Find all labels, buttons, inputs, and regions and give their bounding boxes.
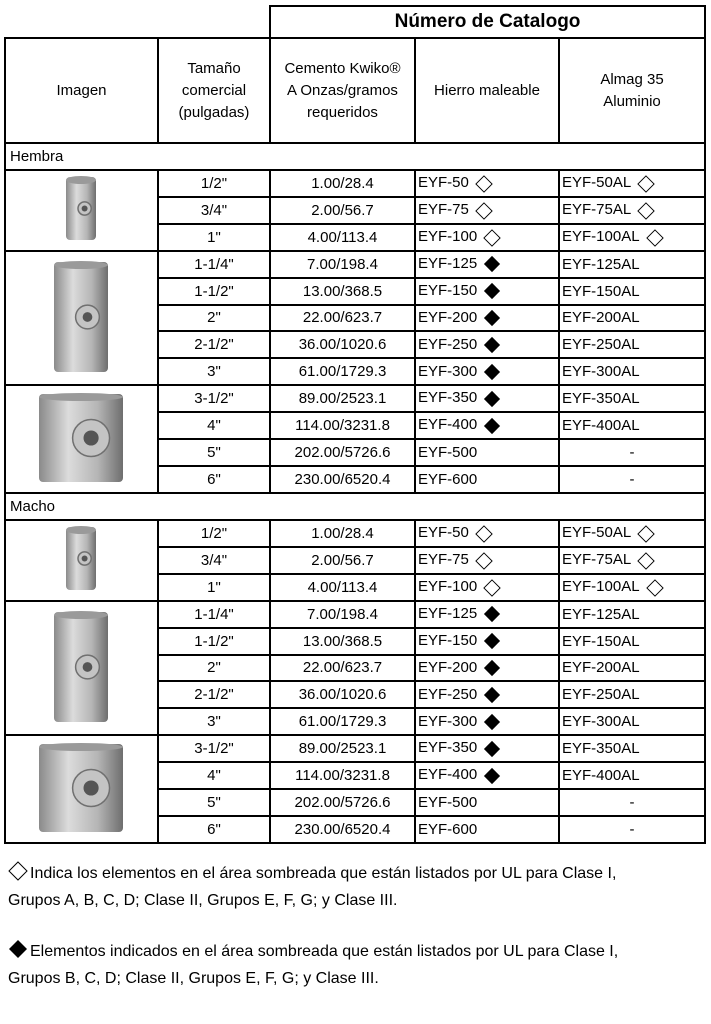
header-image: Imagen — [5, 38, 158, 143]
aluminum-cell — [559, 197, 705, 224]
iron-cell — [415, 655, 559, 682]
iron-cell — [415, 278, 559, 305]
aluminum-cell — [559, 466, 705, 493]
open-diamond-icon — [637, 175, 655, 193]
iron-cell — [415, 601, 559, 628]
aluminum-cell — [559, 170, 705, 197]
size-cell: 2-1/2" — [158, 331, 270, 358]
cement-cell: 4.00/113.4 — [270, 574, 415, 601]
open-diamond-icon — [646, 229, 664, 247]
catalog-number: EYF-200AL — [562, 659, 640, 677]
size-cell: 3-1/2" — [158, 385, 270, 412]
filled-diamond-icon — [483, 632, 501, 650]
size-cell: 6" — [158, 816, 270, 843]
aluminum-cell — [559, 520, 705, 547]
iron-cell — [415, 412, 559, 439]
size-cell: 4" — [158, 762, 270, 789]
footnote-filled: Elementos indicados en el área sombreada que están listados por UL para Clase I, Grupos B, C, D; Clase II, Grupos E, F, G; y Clase III. — [8, 938, 698, 992]
catalog-number: EYF-75 — [418, 201, 469, 219]
catalog-number: EYF-250 — [418, 335, 478, 353]
catalog-number: - — [629, 794, 635, 811]
catalog-number: EYF-250AL — [562, 336, 640, 354]
fitting-hembra-medium — [6, 252, 156, 380]
cement-cell: 89.00/2523.1 — [270, 735, 415, 762]
cement-cell: 7.00/198.4 — [270, 601, 415, 628]
catalog-number: EYF-100AL — [562, 228, 640, 246]
filled-diamond-icon — [483, 282, 501, 300]
image-cell — [5, 735, 158, 843]
iron-cell — [415, 439, 559, 466]
catalog-number: EYF-350 — [418, 739, 478, 757]
aluminum-cell — [559, 412, 705, 439]
size-cell: 3/4" — [158, 197, 270, 224]
catalog-number: EYF-600 — [418, 471, 478, 488]
open-diamond-icon — [475, 525, 493, 543]
catalog-number: EYF-250 — [418, 685, 478, 703]
iron-cell — [415, 224, 559, 251]
aluminum-cell — [559, 628, 705, 655]
aluminum-cell — [559, 305, 705, 332]
catalog-number: EYF-200AL — [562, 309, 640, 327]
catalog-number: EYF-75 — [418, 551, 469, 569]
catalog-number: EYF-150AL — [562, 282, 640, 300]
cement-cell: 114.00/3231.8 — [270, 412, 415, 439]
filled-diamond-icon — [483, 255, 501, 273]
filled-diamond-icon — [483, 336, 501, 354]
catalog-number: EYF-350AL — [562, 390, 640, 407]
size-cell: 3/4" — [158, 547, 270, 574]
iron-cell — [415, 789, 559, 816]
catalog-number: EYF-150 — [418, 632, 478, 650]
cement-cell: 202.00/5726.6 — [270, 439, 415, 466]
filled-diamond-icon — [483, 417, 501, 435]
iron-cell — [415, 762, 559, 789]
aluminum-cell — [559, 358, 705, 385]
size-cell: 1-1/4" — [158, 251, 270, 278]
catalog-number: EYF-400 — [418, 766, 478, 784]
aluminum-cell — [559, 439, 705, 466]
catalog-number: EYF-350AL — [562, 740, 640, 757]
filled-diamond-icon — [483, 390, 501, 408]
cement-cell: 61.00/1729.3 — [270, 358, 415, 385]
fitting-hembra-large — [6, 386, 156, 488]
image-cell — [5, 601, 158, 735]
header-blank — [5, 6, 270, 38]
fitting-macho-large — [6, 736, 156, 838]
catalog-number: EYF-150 — [418, 282, 478, 300]
size-cell: 2-1/2" — [158, 681, 270, 708]
table-row — [5, 735, 705, 762]
catalog-body — [5, 143, 705, 843]
catalog-number: EYF-200 — [418, 308, 478, 326]
filled-diamond-icon — [8, 943, 30, 960]
catalog-number: - — [629, 471, 635, 488]
open-diamond-icon — [483, 579, 501, 597]
header-aluminum: Almag 35 Aluminio — [559, 38, 705, 143]
header-cement: Cemento Kwiko® A Onzas/gramos requeridos — [270, 38, 415, 143]
header-iron: Hierro maleable — [415, 38, 559, 143]
catalog-number: EYF-75AL — [562, 201, 632, 219]
cement-cell: 114.00/3231.8 — [270, 762, 415, 789]
size-cell: 1-1/2" — [158, 628, 270, 655]
fitting-macho-medium — [6, 602, 156, 730]
filled-diamond-icon — [483, 767, 501, 785]
aluminum-cell — [559, 601, 705, 628]
header-size: Tamaño comercial (pulgadas) — [158, 38, 270, 143]
cement-cell: 22.00/623.7 — [270, 655, 415, 682]
catalog-number: EYF-100 — [418, 228, 478, 246]
table-row — [5, 251, 705, 278]
table-row — [5, 170, 705, 197]
image-cell — [5, 170, 158, 251]
size-cell: 5" — [158, 789, 270, 816]
filled-diamond-icon — [483, 713, 501, 731]
image-cell — [5, 251, 158, 385]
cement-cell: 2.00/56.7 — [270, 547, 415, 574]
catalog-number: EYF-50 — [418, 174, 469, 192]
cement-cell: 89.00/2523.1 — [270, 385, 415, 412]
fitting-macho-small — [6, 521, 156, 596]
iron-cell — [415, 385, 559, 412]
iron-cell — [415, 170, 559, 197]
open-diamond-icon — [637, 202, 655, 220]
iron-cell — [415, 197, 559, 224]
open-diamond-icon — [637, 552, 655, 570]
cement-cell: 13.00/368.5 — [270, 628, 415, 655]
table-row — [5, 385, 705, 412]
iron-cell — [415, 574, 559, 601]
cement-cell: 1.00/28.4 — [270, 170, 415, 197]
iron-cell — [415, 628, 559, 655]
iron-cell — [415, 681, 559, 708]
section-row — [5, 143, 705, 170]
filled-diamond-icon — [483, 309, 501, 327]
open-diamond-icon — [8, 861, 28, 881]
cement-cell: 13.00/368.5 — [270, 278, 415, 305]
iron-cell — [415, 708, 559, 735]
catalog-number: EYF-300AL — [562, 363, 640, 381]
cement-cell: 2.00/56.7 — [270, 197, 415, 224]
section-title: Hembra — [5, 143, 705, 170]
size-cell: 1/2" — [158, 520, 270, 547]
size-cell: 3-1/2" — [158, 735, 270, 762]
catalog-number: EYF-500 — [418, 444, 478, 461]
open-diamond-icon — [475, 552, 493, 570]
catalog-number: EYF-75AL — [562, 551, 632, 569]
aluminum-cell — [559, 681, 705, 708]
size-cell: 5" — [158, 439, 270, 466]
size-cell: 1-1/2" — [158, 278, 270, 305]
catalog-number: EYF-350 — [418, 389, 478, 407]
filled-diamond-icon — [8, 939, 28, 959]
catalog-title: Número de Catalogo — [270, 6, 705, 38]
size-cell: 2" — [158, 305, 270, 332]
open-diamond-icon — [8, 865, 30, 882]
cement-cell: 22.00/623.7 — [270, 305, 415, 332]
filled-diamond-icon — [483, 363, 501, 381]
section-row — [5, 493, 705, 520]
aluminum-cell — [559, 385, 705, 412]
catalog-number: EYF-300AL — [562, 713, 640, 731]
catalog-number: EYF-50 — [418, 524, 469, 542]
open-diamond-icon — [646, 579, 664, 597]
catalog-number: EYF-250AL — [562, 686, 640, 704]
catalog-number: EYF-125AL — [562, 255, 640, 273]
catalog-number: EYF-400 — [418, 416, 478, 434]
cement-cell: 61.00/1729.3 — [270, 708, 415, 735]
open-diamond-icon — [483, 229, 501, 247]
size-cell: 3" — [158, 358, 270, 385]
catalog-number: EYF-125 — [418, 255, 478, 273]
catalog-number: EYF-400AL — [562, 417, 640, 434]
catalog-number: EYF-150AL — [562, 632, 640, 650]
size-cell: 1/2" — [158, 170, 270, 197]
catalog-number: EYF-100 — [418, 578, 478, 596]
open-diamond-icon — [475, 202, 493, 220]
aluminum-cell — [559, 762, 705, 789]
iron-cell — [415, 816, 559, 843]
table-row — [5, 601, 705, 628]
size-cell: 6" — [158, 466, 270, 493]
open-diamond-icon — [475, 175, 493, 193]
catalog-number: EYF-200 — [418, 658, 478, 676]
image-cell — [5, 520, 158, 601]
cement-cell: 36.00/1020.6 — [270, 681, 415, 708]
iron-cell — [415, 251, 559, 278]
aluminum-cell — [559, 547, 705, 574]
catalog-number: - — [629, 821, 635, 838]
fitting-hembra-small — [6, 171, 156, 246]
cement-cell: 4.00/113.4 — [270, 224, 415, 251]
size-cell: 2" — [158, 655, 270, 682]
catalog-number: EYF-300 — [418, 712, 478, 730]
catalog-number: EYF-400AL — [562, 767, 640, 784]
catalog-number: EYF-600 — [418, 821, 478, 838]
catalog-number: EYF-125 — [418, 605, 478, 623]
table-row — [5, 520, 705, 547]
size-cell: 3" — [158, 708, 270, 735]
size-cell: 1-1/4" — [158, 601, 270, 628]
iron-cell — [415, 520, 559, 547]
aluminum-cell — [559, 708, 705, 735]
iron-cell — [415, 547, 559, 574]
cement-cell: 230.00/6520.4 — [270, 816, 415, 843]
catalog-table — [4, 5, 706, 844]
catalog-number: EYF-500 — [418, 794, 478, 811]
cement-cell: 36.00/1020.6 — [270, 331, 415, 358]
filled-diamond-icon — [483, 659, 501, 677]
iron-cell — [415, 331, 559, 358]
section-title: Macho — [5, 493, 705, 520]
catalog-number: EYF-100AL — [562, 578, 640, 596]
catalog-number: EYF-125AL — [562, 605, 640, 623]
catalog-number: - — [629, 444, 635, 461]
aluminum-cell — [559, 331, 705, 358]
catalog-number: EYF-300 — [418, 362, 478, 380]
aluminum-cell — [559, 789, 705, 816]
size-cell: 1" — [158, 574, 270, 601]
aluminum-cell — [559, 655, 705, 682]
size-cell: 1" — [158, 224, 270, 251]
iron-cell — [415, 305, 559, 332]
iron-cell — [415, 735, 559, 762]
aluminum-cell — [559, 574, 705, 601]
iron-cell — [415, 466, 559, 493]
aluminum-cell — [559, 278, 705, 305]
aluminum-cell — [559, 251, 705, 278]
size-cell: 4" — [158, 412, 270, 439]
filled-diamond-icon — [483, 686, 501, 704]
cement-cell: 202.00/5726.6 — [270, 789, 415, 816]
image-cell — [5, 385, 158, 493]
aluminum-cell — [559, 735, 705, 762]
cement-cell: 7.00/198.4 — [270, 251, 415, 278]
open-diamond-icon — [637, 525, 655, 543]
cement-cell: 230.00/6520.4 — [270, 466, 415, 493]
aluminum-cell — [559, 816, 705, 843]
filled-diamond-icon — [483, 740, 501, 758]
catalog-number: EYF-50AL — [562, 174, 632, 192]
footnote-open: Indica los elementos en el área sombreada que están listados por UL para Clase I, Grupos A, B, C, D; Clase II, Grupos E, F, G; y Clase III. — [8, 860, 698, 914]
catalog-number: EYF-50AL — [562, 524, 632, 542]
aluminum-cell — [559, 224, 705, 251]
filled-diamond-icon — [483, 605, 501, 623]
iron-cell — [415, 358, 559, 385]
cement-cell: 1.00/28.4 — [270, 520, 415, 547]
